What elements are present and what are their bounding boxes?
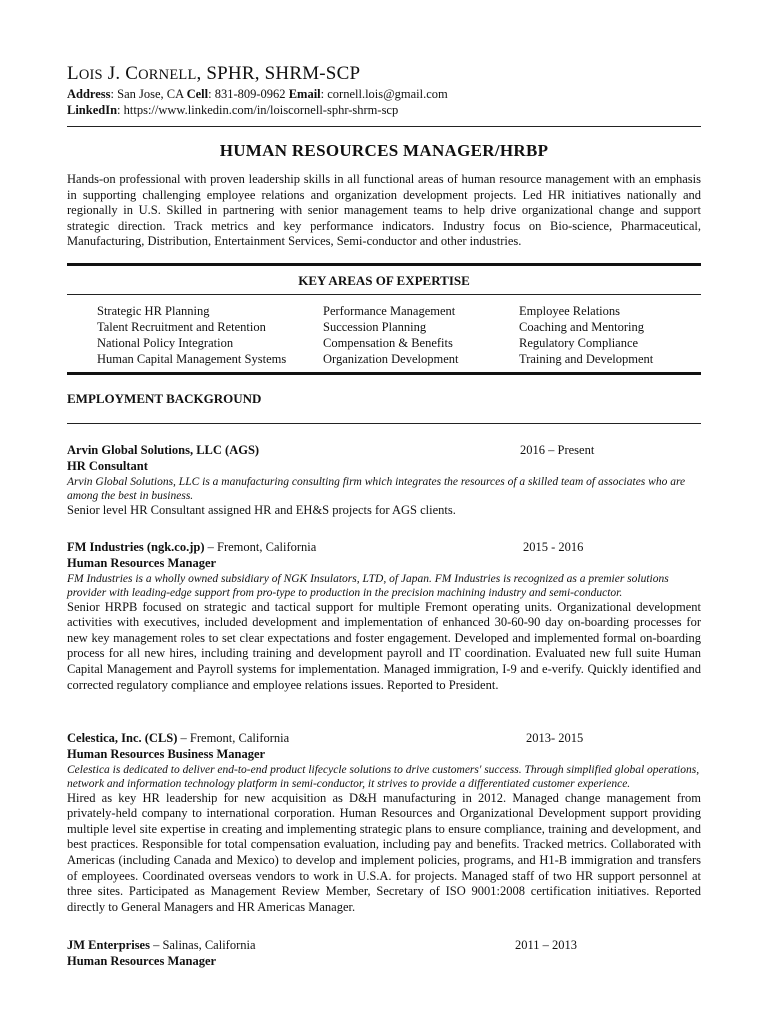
linkedin-url[interactable]: : https://www.linkedin.com/in/loiscornell-sphr-shrm-scp bbox=[117, 103, 399, 117]
address-label: Address bbox=[67, 87, 111, 101]
resume-header bbox=[67, 62, 701, 118]
expertise-item: Strategic HR Planning bbox=[97, 304, 210, 318]
name-last-initial: C bbox=[125, 63, 139, 84]
name-first-rest: OIS bbox=[78, 67, 103, 83]
company-description: FM Industries is a wholly owned subsidiary of NGK Insulators, LTD, of Japan. FM Industries is recognized as a premier solutions provider with leading-edge support from pro-type to production in the precision machining industry and semi-conductor. bbox=[67, 572, 669, 599]
divider bbox=[67, 126, 701, 127]
job-location: – Fremont, California bbox=[204, 540, 317, 554]
expertise-item: Talent Recruitment and Retention bbox=[97, 320, 266, 334]
expertise-item: Succession Planning bbox=[323, 320, 427, 334]
expertise-item: National Policy Integration bbox=[97, 336, 234, 350]
job-company: Celestica, Inc. (CLS) bbox=[67, 731, 178, 745]
job-title: Human Resources Business Manager bbox=[67, 747, 266, 761]
job-company: JM Enterprises bbox=[67, 938, 150, 952]
company-description: Celestica is dedicated to deliver end-to-end product lifecycle solutions to drive customers' success. Through simplified global operations, network and information technology platform in semi-conductor, it strives to provide a differentiated customer experience. bbox=[67, 763, 700, 790]
professional-summary: Hands-on professional with proven leadership skills in all functional areas of human resource management with an emphasis in supporting challenging employee relations and organization development projects. Led HR initiatives nationally and regionally in U.S. Skilled in partnering with senior management teams to help drive organizational change and support strategic direction. Track metrics and key performance indicators. Industry focus on Bio-science, Pharmaceutical, Manufacturing, Distribution, Entertainment Services, Semi-conductor and other industries. bbox=[67, 172, 701, 249]
cell-label: Cell bbox=[186, 87, 209, 101]
company-description: Arvin Global Solutions, LLC is a manufacturing consulting firm which integrates the resources of a skilled team of associates who are among the best in business. bbox=[67, 475, 686, 502]
job-title: Human Resources Manager bbox=[67, 954, 217, 968]
expertise-column-2 bbox=[323, 303, 459, 367]
job-responsibilities: Senior HRPB focused on strategic and tactical support for multiple Fremont operating units. Organizational development activities with executives, included development and implementation of enhanced 30-60-90 day on-boarding processes for new key management roles to set clear expectations and foster engagement. Developed and implemented formal on-boarding process for all new hires, including training and development payroll and IT coordination. Evaluated new full suite Human Capital Management and Payroll systems for implementation. Managed immigration, I-9 and e-verify. Quickly identified and corrected regulatory compliance and employee relations issues. Reported to President. bbox=[67, 599, 701, 692]
expertise-heading: KEY AREAS OF EXPERTISE bbox=[298, 273, 470, 288]
email-label: Email bbox=[288, 87, 321, 101]
divider bbox=[67, 263, 701, 266]
job-responsibilities: Hired as key HR leadership for new acquisition as D&H manufacturing in 2012. Managed change management from privately-held company to international corporation. Human Resources and Organizational Development support providing multiple level site expertise in creating and implementing strategic plans to ensure compliance, training and development, and best practices. Responsible for total compensation evaluation, including pay and benefits. Tracked metrics. Collaborated with Americas (including Canada and Mexico) to develop and implement policies, programs, and H1-B immigration and transfers of employees. Coordinated overseas vendors to work in U.S.A. for projects. Managed staff of two HR support personnel at three sites. Participated as Management Review Member, Secretary of ISO 9001:2008 certification initiatives. Reported directly to General Managers and HR Americas Manager. bbox=[67, 790, 701, 914]
cell-value: : 831-809-0962 bbox=[208, 87, 289, 101]
expertise-item: Organization Development bbox=[323, 352, 459, 366]
job-location: – Fremont, California bbox=[177, 731, 290, 745]
address-value: : San Jose, CA bbox=[110, 87, 187, 101]
expertise-item: Human Capital Management Systems bbox=[97, 352, 287, 366]
expertise-item: Training and Development bbox=[519, 352, 654, 366]
contact-line bbox=[67, 86, 701, 102]
name-last-rest: ORNELL bbox=[138, 67, 197, 83]
expertise-item: Employee Relations bbox=[519, 304, 621, 318]
email-value[interactable]: : cornell.lois@gmail.com bbox=[320, 87, 448, 101]
name-first-initial: L bbox=[67, 63, 79, 84]
job-entry bbox=[67, 731, 701, 915]
job-company: Arvin Global Solutions, LLC (AGS) bbox=[67, 443, 260, 457]
job-dates: 2011 – 2013 bbox=[515, 938, 578, 952]
job-entry bbox=[67, 540, 701, 693]
name-credentials: , SPHR, SHRM-SCP bbox=[196, 63, 361, 84]
linkedin-line bbox=[67, 102, 701, 118]
expertise-item: Performance Management bbox=[323, 304, 456, 318]
job-entry bbox=[67, 938, 701, 970]
job-dates: 2016 – Present bbox=[520, 443, 595, 457]
job-company: FM Industries (ngk.co.jp) bbox=[67, 540, 205, 554]
expertise-column-1 bbox=[97, 303, 286, 367]
expertise-item: Coaching and Mentoring bbox=[519, 320, 644, 334]
divider bbox=[67, 372, 701, 375]
name-middle: J. bbox=[102, 63, 126, 84]
expertise-column-3 bbox=[519, 303, 653, 367]
linkedin-label: LinkedIn bbox=[67, 103, 118, 117]
job-dates: 2015 - 2016 bbox=[523, 540, 584, 554]
job-title: Human Resources Manager bbox=[67, 556, 217, 570]
divider bbox=[67, 423, 701, 424]
divider bbox=[67, 294, 701, 295]
resume-headline: HUMAN RESOURCES MANAGER/HRBP bbox=[219, 141, 549, 160]
job-dates: 2013- 2015 bbox=[526, 731, 584, 745]
expertise-item: Regulatory Compliance bbox=[519, 336, 639, 350]
job-location: – Salinas, California bbox=[149, 938, 256, 952]
job-title: HR Consultant bbox=[67, 459, 148, 473]
job-responsibilities: Senior level HR Consultant assigned HR and EH&S projects for AGS clients. bbox=[67, 502, 456, 517]
expertise-item: Compensation & Benefits bbox=[323, 336, 453, 350]
job-entry bbox=[67, 443, 701, 518]
candidate-name bbox=[67, 62, 701, 86]
employment-heading: EMPLOYMENT BACKGROUND bbox=[67, 391, 262, 406]
